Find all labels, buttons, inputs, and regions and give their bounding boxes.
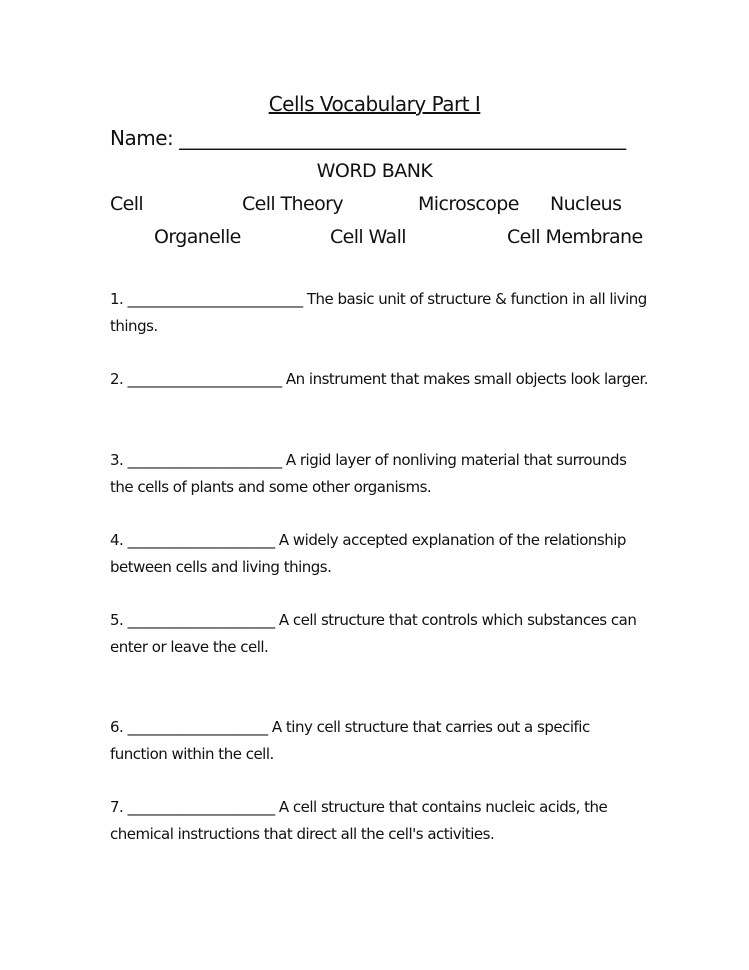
word-bank-item: Cell Theory <box>242 193 343 215</box>
question-4 <box>110 527 650 581</box>
name-field[interactable]: Name: _______________________________________________ <box>110 126 626 150</box>
word-bank-item: Microscope <box>418 193 519 215</box>
answer-blank-4[interactable]: 4. _____________________ <box>110 531 279 549</box>
word-bank-item: Nucleus <box>550 193 622 215</box>
question-7 <box>110 794 650 848</box>
definition-6: A tiny cell structure that carries out a specific function within the cell. <box>110 718 590 763</box>
word-bank-item: Cell Wall <box>330 226 406 248</box>
word-bank-item: Organelle <box>154 226 241 248</box>
question-1 <box>110 286 650 340</box>
answer-blank-1[interactable]: 1. _________________________ <box>110 290 307 308</box>
definition-4: A widely accepted explanation of the relationship between cells and living things. <box>110 531 626 576</box>
question-3 <box>110 447 650 501</box>
worksheet-title: Cells Vocabulary Part I <box>268 92 481 116</box>
question-5 <box>110 607 650 661</box>
definition-5: A cell structure that controls which substances can enter or leave the cell. <box>110 611 637 656</box>
answer-blank-7[interactable]: 7. _____________________ <box>110 798 279 816</box>
definition-2: An instrument that makes small objects look larger. <box>285 370 649 388</box>
word-bank-item: Cell <box>110 193 144 215</box>
answer-blank-5[interactable]: 5. _____________________ <box>110 611 279 629</box>
question-6 <box>110 714 650 768</box>
word-bank-heading: WORD BANK <box>316 160 433 182</box>
answer-blank-3[interactable]: 3. ______________________ <box>110 451 286 469</box>
answer-blank-2[interactable]: 2. ______________________ <box>110 370 286 388</box>
definition-3: A rigid layer of nonliving material that surrounds the cells of plants and some other organisms. <box>110 451 627 496</box>
definition-7: A cell structure that contains nucleic acids, the chemical instructions that direct all the cell's activities. <box>110 798 608 843</box>
question-2 <box>110 366 650 393</box>
word-bank-item: Cell Membrane <box>507 226 643 248</box>
answer-blank-6[interactable]: 6. ____________________ <box>110 718 272 736</box>
definition-1: The basic unit of structure & function in all living things. <box>110 290 647 335</box>
